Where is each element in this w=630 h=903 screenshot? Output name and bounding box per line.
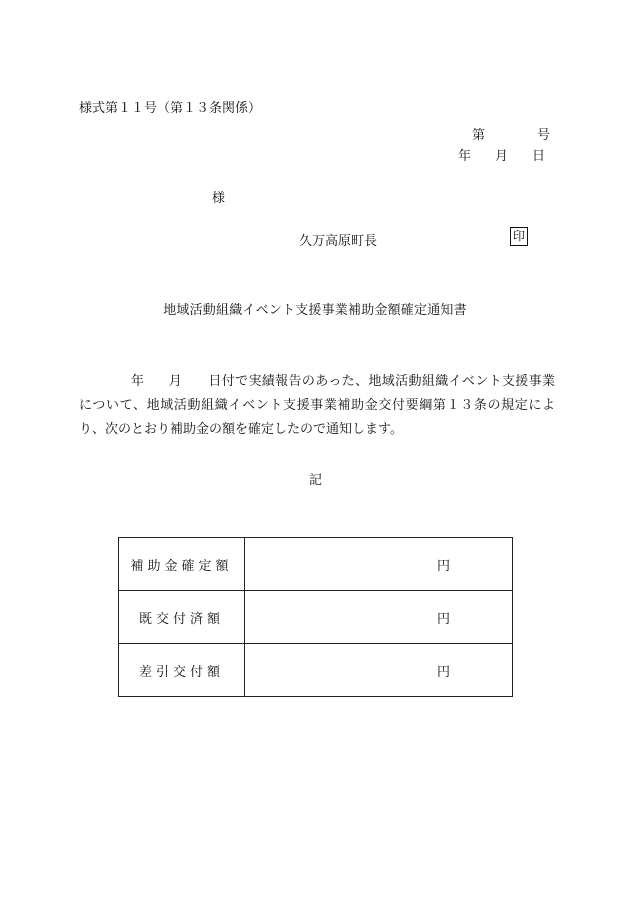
document-number xyxy=(472,124,550,143)
body-text: 日付で実績報告のあった、地域活動組織イベント支援事業について、地域活動組織イベント支援事業補助金交付要綱第１３条の規定により、次のとおり補助金の額を確定したので通知します。 xyxy=(79,374,555,437)
row-value: 円 xyxy=(245,644,513,697)
seal-mark: 印 xyxy=(510,227,528,246)
body-month: 月 xyxy=(168,374,183,389)
sender-name: 久万高原町長 xyxy=(299,234,378,249)
table-row xyxy=(119,538,513,591)
amount-table xyxy=(118,537,513,697)
document-title: 地域活動組織イベント支援事業補助金額確定通知書 xyxy=(163,303,467,318)
date-month: 月 xyxy=(495,149,509,164)
addressee-honorific: 様 xyxy=(212,191,226,206)
date-day: 日 xyxy=(532,149,546,164)
row-value: 円 xyxy=(245,538,513,591)
number-suffix: 号 xyxy=(537,128,551,143)
row-value: 円 xyxy=(245,591,513,644)
row-label: 補助金確定額 xyxy=(119,538,245,591)
document-date xyxy=(458,145,545,164)
memo-label: 記 xyxy=(309,473,323,488)
row-label: 差引交付額 xyxy=(119,644,245,697)
table-row xyxy=(119,644,513,697)
number-prefix: 第 xyxy=(472,128,486,143)
table-row xyxy=(119,591,513,644)
form-number: 様式第１１号（第１３条関係） xyxy=(79,101,262,116)
row-label: 既交付済額 xyxy=(119,591,245,644)
body-paragraph xyxy=(79,370,555,442)
body-year: 年 xyxy=(131,374,145,389)
date-year: 年 xyxy=(458,149,472,164)
